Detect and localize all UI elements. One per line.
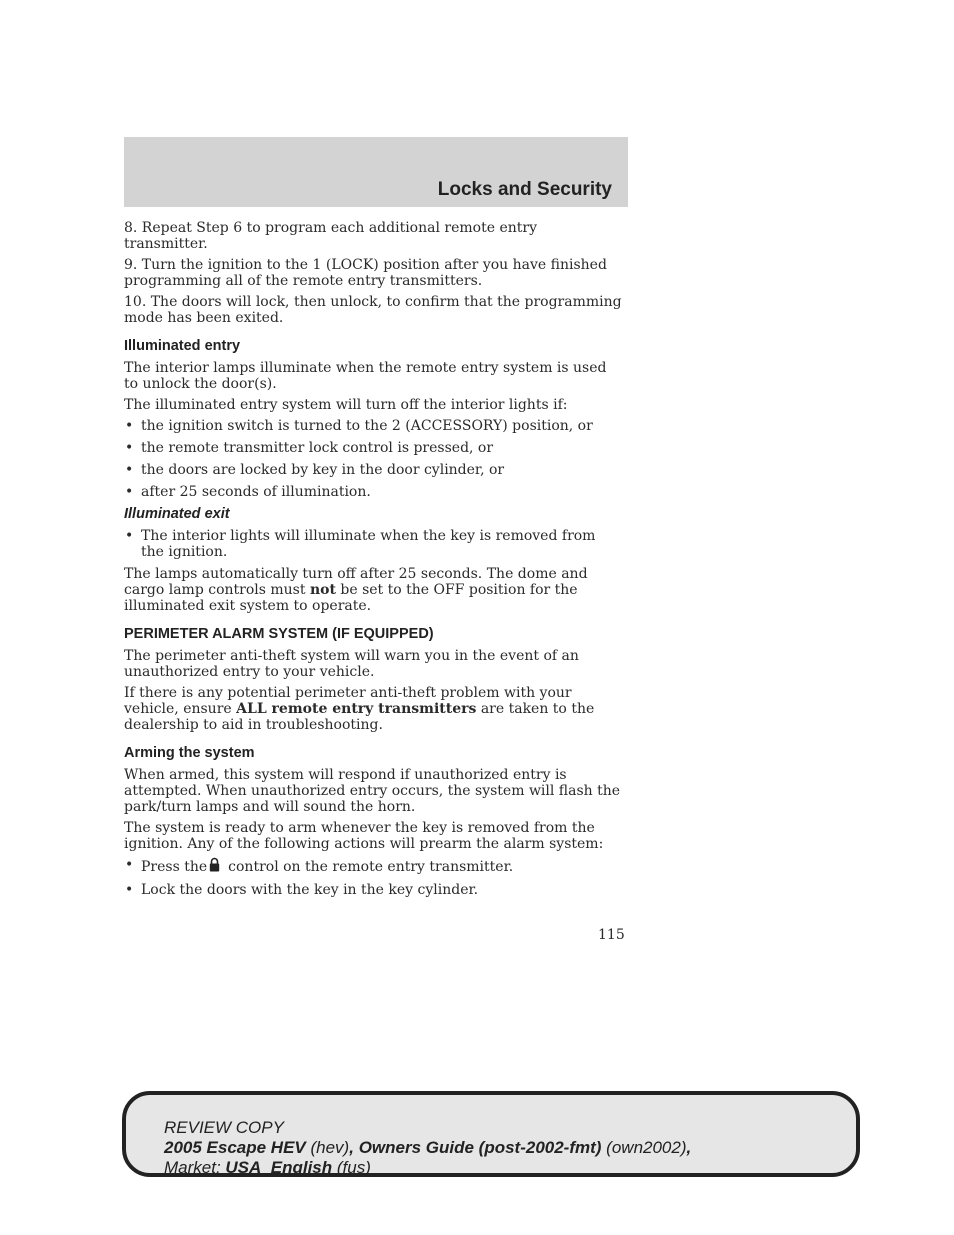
illuminated-entry-list xyxy=(124,418,622,500)
heading-illuminated-exit: Illuminated exit xyxy=(124,506,230,522)
text-run: are taken to the dealership to aid in troubleshooting. xyxy=(124,701,595,733)
list-item xyxy=(124,857,622,876)
text-run: control on the remote entry transmitter. xyxy=(228,859,514,875)
bold-text: ALL remote entry transmitters xyxy=(236,701,477,717)
list-item xyxy=(124,418,622,434)
heading-perimeter-alarm: PERIMETER ALARM SYSTEM (IF EQUIPPED) xyxy=(124,626,434,642)
list-item-text: the ignition switch is turned to the 2 (ACCESSORY) position, or xyxy=(141,418,593,434)
bullet: • xyxy=(125,882,134,898)
perimeter-paragraph-1: The perimeter anti-theft system will warn you in the event of an unauthorized entry to your vehicle. xyxy=(124,648,579,680)
model-name: 2005 Escape HEV xyxy=(164,1138,306,1157)
text-run: The lamps automatically turn off after 25 seconds. The dome and cargo lamp controls must xyxy=(124,566,588,598)
footer-line-3 xyxy=(164,1158,691,1178)
list-item-text: The interior lights will illuminate when the key is removed from the ignition. xyxy=(141,528,596,560)
market-label: Market: xyxy=(164,1158,226,1177)
section-header-bar xyxy=(124,137,628,207)
illuminated-entry-paragraph-2: The illuminated entry system will turn off the interior lights if: xyxy=(124,397,568,413)
guide-name: Owners Guide (post-2002-fmt) xyxy=(358,1138,602,1157)
step-9: 9. Turn the ignition to the 1 (LOCK) position after you have finished programming all of the remote entry transmitters. xyxy=(124,257,607,289)
heading-illuminated-entry: Illuminated entry xyxy=(124,338,241,354)
arming-paragraph-2: The system is ready to arm whenever the key is removed from the ignition. Any of the following actions will prearm the alarm system: xyxy=(124,820,604,852)
text-run: be set to the OFF position for the illuminated exit system to operate. xyxy=(124,582,578,614)
list-item xyxy=(124,528,622,560)
separator: , xyxy=(349,1138,359,1157)
illuminated-exit-list xyxy=(124,528,622,560)
list-item xyxy=(124,882,622,898)
bold-text: not xyxy=(309,582,336,598)
arming-list xyxy=(124,857,622,898)
page-number: 115 xyxy=(598,927,625,943)
bullet: • xyxy=(125,440,134,456)
list-item xyxy=(124,440,622,456)
step-8: 8. Repeat Step 6 to program each additional remote entry transmitter. xyxy=(124,220,537,252)
bullet: • xyxy=(125,418,134,434)
arming-paragraph-1: When armed, this system will respond if unauthorized entry is attempted. When unauthorized entry occurs, the system will flash the park/turn lamps and will sound the horn. xyxy=(124,767,621,815)
step-10: 10. The doors will lock, then unlock, to confirm that the programming mode has been exited. xyxy=(124,294,622,326)
page-content xyxy=(124,220,622,904)
list-item xyxy=(124,462,622,478)
bullet: • xyxy=(125,484,134,500)
list-item-text: Lock the doors with the key in the key cylinder. xyxy=(141,882,479,898)
bullet: • xyxy=(125,857,134,873)
guide-code: (own2002) xyxy=(601,1138,687,1157)
list-item-text: the doors are locked by key in the door cylinder, or xyxy=(141,462,505,478)
section-title: Locks and Security xyxy=(437,179,612,200)
heading-arming-system: Arming the system xyxy=(124,745,255,761)
footer-line-1: REVIEW COPY xyxy=(164,1118,284,1137)
bullet: • xyxy=(125,462,134,478)
review-copy-footer xyxy=(122,1091,860,1177)
footer-text xyxy=(164,1118,691,1178)
list-item-text: the remote transmitter lock control is pressed, or xyxy=(141,440,494,456)
text-run: If there is any potential perimeter anti-theft problem with your vehicle, ensure xyxy=(124,685,572,717)
market-code: (fus) xyxy=(332,1158,371,1177)
list-item xyxy=(124,484,622,500)
perimeter-paragraph-2 xyxy=(124,685,622,733)
model-code: (hev) xyxy=(305,1138,350,1157)
footer-line-2 xyxy=(164,1138,691,1158)
market-name: USA_English xyxy=(225,1158,333,1177)
lock-icon xyxy=(209,857,220,876)
illuminated-entry-paragraph-1: The interior lamps illuminate when the remote entry system is used to unlock the door(s). xyxy=(124,360,607,392)
separator: , xyxy=(686,1138,692,1157)
bullet: • xyxy=(125,528,134,544)
text-run: Press the xyxy=(141,859,208,875)
illuminated-exit-paragraph xyxy=(124,566,622,614)
list-item-text: after 25 seconds of illumination. xyxy=(141,484,371,500)
